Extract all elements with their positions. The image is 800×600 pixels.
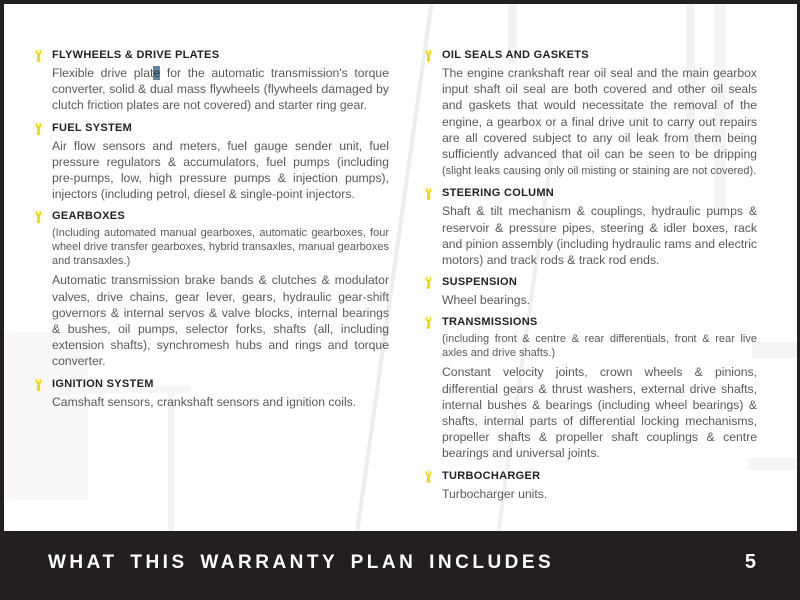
body-text: Turbocharger units.: [442, 486, 548, 501]
wrench-icon: [424, 276, 434, 289]
page-border-left: [0, 0, 4, 600]
section-heading: STEERING COLUMN: [442, 187, 555, 200]
body-text: Constant velocity joints, crown wheels & pinions, differential gears & thrust washers, external drive shafts, internal bushes & bearings (including wheel bearings) & shafts, internal parts of differential locking mechanisms, propeller shafts & propeller shaft couplings & centre bearings and universal joints.: [442, 365, 757, 461]
section-paragraph: [442, 486, 757, 502]
body-text: Automatic transmission brake bands & clutches & modulator valves, drive chains, gear lever, gears, hydraulic gear-shift governors & internal servos & valve blocks, internal bearings & bushes, oil pumps, selector forks, shafts (all, including extension shafts), synchromesh hubs and rings and torque converter.: [52, 273, 389, 369]
column-right: [442, 50, 757, 511]
body-text: Camshaft sensors, crankshaft sensors and ignition coils.: [52, 394, 357, 409]
section-paragraph: [442, 292, 757, 308]
section-heading: SUSPENSION: [442, 276, 518, 289]
page-number: 5: [744, 551, 756, 573]
section-paragraph: [52, 65, 389, 114]
body-text: Flexible drive plat: [52, 66, 154, 80]
wrench-icon: [424, 316, 434, 329]
section-paragraph: [52, 138, 389, 203]
body-text: The engine crankshaft rear oil seal and the main gearbox input shaft oil seal are both covered and other oil seals and gaskets that would necessitate the removal of the engine, a gearbox or a final drive unit to carry out repairs are all covered subject to any oil leak from them being sufficiently advanced that oil can be seen to be dripping: [442, 66, 757, 162]
section-paragraph: [442, 364, 757, 461]
section-heading: TURBOCHARGER: [442, 469, 541, 482]
wrench-icon: [34, 122, 44, 135]
section-heading: TRANSMISSIONS: [442, 316, 538, 329]
section-heading: FLYWHEELS & DRIVE PLATES: [52, 49, 220, 61]
wrench-icon: [34, 210, 44, 223]
footer-bar: [0, 531, 800, 600]
wrench-icon: [424, 187, 434, 200]
section-paragraph: [52, 394, 389, 410]
warranty-section-ignition-system: [52, 379, 389, 410]
warranty-section-fuel-system: [52, 123, 389, 203]
wrench-icon: [424, 49, 434, 62]
section-heading: FUEL SYSTEM: [52, 121, 133, 134]
text-cursor-highlight: e: [153, 66, 161, 80]
section-heading: OIL SEALS AND GASKETS: [442, 49, 589, 61]
body-text: for the automatic transmission's torque converter, solid & dual mass flywheels (flywheels damaged by clutch friction plates are not covered) and starter ring gear.: [52, 66, 389, 113]
body-text: Shaft & tilt mechanism & couplings, hydraulic pumps & reservoir & pressure pipes, steering & idler boxes, rack and pinion assembly (including hydraulic rams and electric motors) and track rods & track rod ends.: [442, 204, 758, 268]
column-left: [52, 50, 389, 419]
section-paragraph: [442, 203, 757, 268]
section-heading: IGNITION SYSTEM: [52, 377, 154, 390]
warranty-section-flywheels-drive-plates: [52, 50, 389, 114]
section-paragraph: [442, 65, 757, 179]
body-text: (Including automated manual gearboxes, automatic gearboxes, four wheel drive transfer gearboxes, hybrid transaxles, manual gearboxes and transaxles.): [52, 227, 389, 268]
warranty-section-turbocharger: [442, 471, 757, 502]
section-paragraph: [52, 272, 389, 369]
warranty-section-gearboxes: [52, 211, 389, 369]
body-text: Wheel bearings.: [442, 293, 531, 308]
wrench-icon: [34, 49, 44, 62]
wrench-icon: [34, 378, 44, 391]
page-border-top: [0, 0, 800, 4]
footer-title: WHAT THIS WARRANTY PLAN INCLUDES: [48, 551, 555, 573]
body-text: Air flow sensors and meters, fuel gauge sender unit, fuel pressure regulators & accumulators, fuel pumps (including pre-pumps, low, high pressure pumps & injection pumps), injectors (including petrol, diesel & single-point injectors.: [52, 138, 389, 202]
body-text: (including front & centre & rear differentials, front & rear live axles and drive shafts.): [442, 333, 757, 360]
warranty-section-suspension: [442, 277, 757, 308]
warranty-section-steering-column: [442, 188, 757, 268]
background-watermark: [752, 342, 800, 358]
warranty-section-oil-seals-and-gaskets: [442, 50, 757, 179]
section-paragraph: [52, 226, 389, 268]
section-paragraph: [442, 332, 757, 360]
fine-print-text: (slight leaks causing only oil misting or staining are not covered).: [442, 165, 757, 178]
warranty-section-transmissions: [442, 317, 757, 461]
wrench-icon: [424, 470, 434, 483]
section-heading: GEARBOXES: [52, 210, 125, 223]
